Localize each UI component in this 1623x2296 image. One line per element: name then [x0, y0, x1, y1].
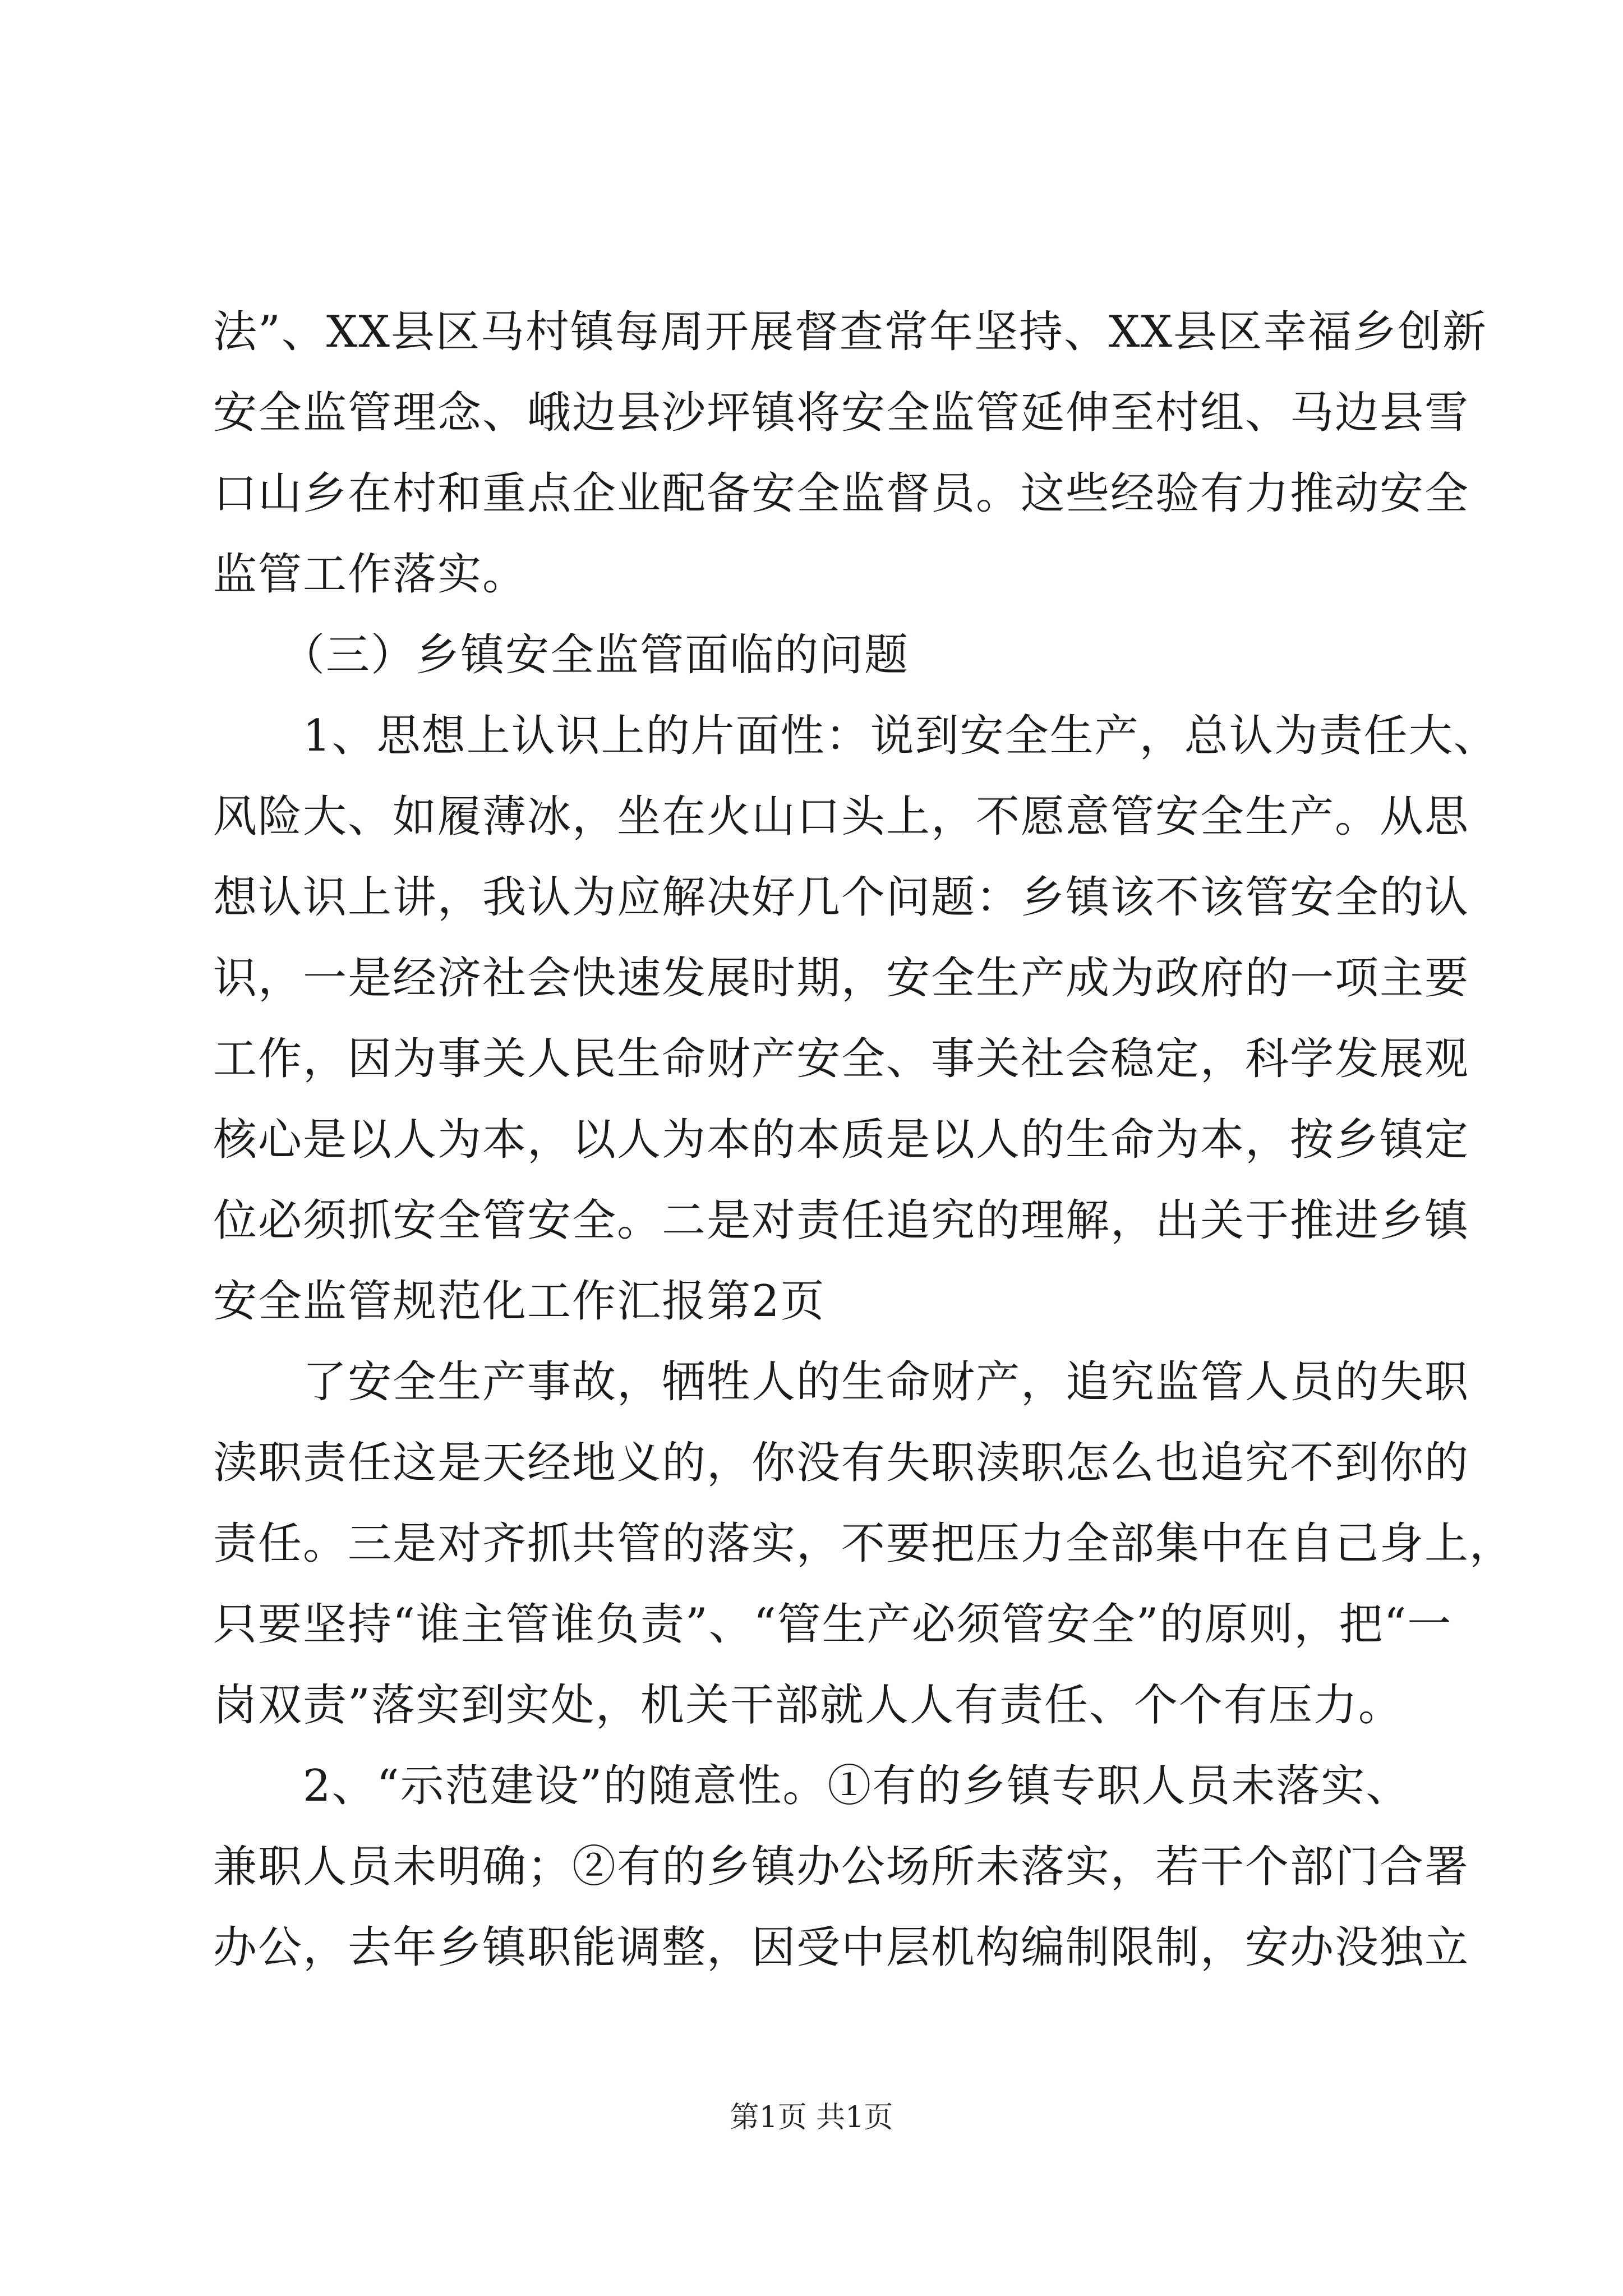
page-number: 第1页 共1页 — [730, 2101, 893, 2134]
text-line: 安全监管理念、峨边县沙坪镇将安全监管延伸至村组、马边县雪 — [213, 388, 1470, 438]
text-line: 识，一是经济社会快速发展时期，安全生产成为政府的一项主要 — [213, 953, 1470, 1004]
text-line: 口山乡在村和重点企业配备安全监督员。这些经验有力推动安全 — [213, 468, 1470, 519]
text-line: 工作，因为事关人民生命财产安全、事关社会稳定，科学发展观 — [213, 1034, 1470, 1084]
text-line: 想认识上讲，我认为应解决好几个问题：乡镇该不该管安全的认 — [213, 872, 1470, 923]
text-line: 了安全生产事故，牺牲人的生命财产，追究监管人员的失职 — [213, 1357, 1470, 1407]
document-body — [213, 292, 1515, 1988]
text-line: 1、思想上认识上的片面性：说到安全生产，总认为责任大、 — [213, 711, 1498, 761]
text-line: 责任。三是对齐抓共管的落实，不要把压力全部集中在自己身上， — [213, 1519, 1515, 1569]
text-line: 风险大、如履薄冰，坐在火山口头上，不愿意管安全生产。从思 — [213, 792, 1470, 842]
text-line: 2、“示范建设”的随意性。①有的乡镇专职人员未落实、 — [213, 1761, 1411, 1811]
text-line: 兼职人员未明确；②有的乡镇办公场所未落实，若干个部门合署 — [213, 1842, 1470, 1892]
text-line: 只要坚持“谁主管谁负责”、“管生产必须管安全”的原则，把“一 — [213, 1599, 1453, 1650]
section-heading: （三）乡镇安全监管面临的问题 — [213, 630, 910, 680]
text-line: 渎职责任这是天经地义的，你没有失职渎职怎么也追究不到你的 — [213, 1438, 1470, 1488]
text-line: 法”、XX县区马村镇每周开展督查常年坚持、XX县区幸福乡创新 — [213, 307, 1487, 357]
page-footer — [0, 2095, 1623, 2140]
text-line: 核心是以人为本，以人为本的本质是以人的生命为本，按乡镇定 — [213, 1115, 1470, 1165]
text-line: 监管工作落实。 — [213, 549, 528, 600]
text-line: 办公，去年乡镇职能调整，因受中层机构编制限制，安办没独立 — [213, 1922, 1470, 1973]
text-line: 位必须抓安全管安全。二是对责任追究的理解，出关于推进乡镇 — [213, 1195, 1470, 1246]
text-line: 安全监管规范化工作汇报第2页 — [213, 1276, 826, 1327]
text-line: 岗双责”落实到实处，机关干部就人人有责任、个个有压力。 — [213, 1680, 1403, 1731]
